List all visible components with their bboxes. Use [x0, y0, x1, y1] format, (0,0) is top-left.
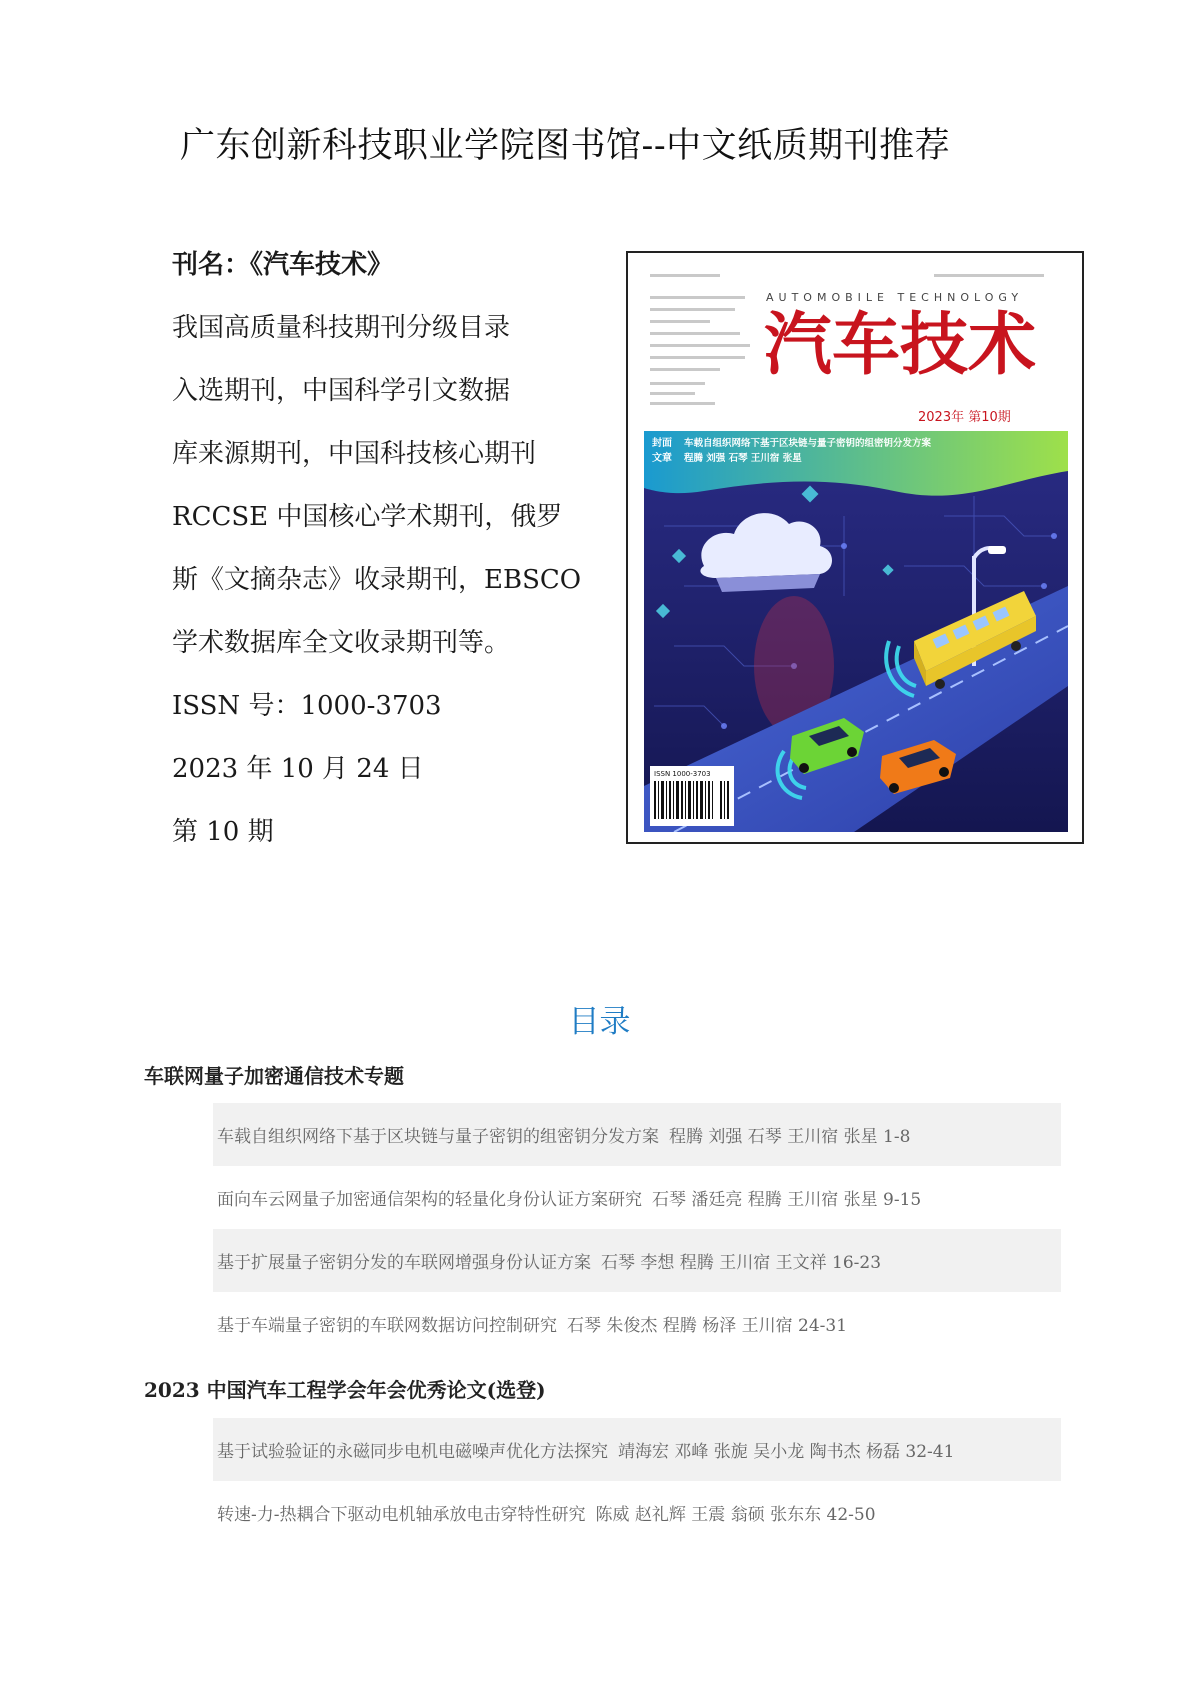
- toc-item-title: 转速-力-热耦合下驱动电机轴承放电击穿特性研究: [217, 1505, 586, 1525]
- toc-item[interactable]: [213, 1481, 1061, 1544]
- toc-section-title: 2023 中国汽车工程学会年会优秀论文(选登): [144, 1378, 546, 1402]
- toc-item-title: 基于车端量子密钥的车联网数据访问控制研究: [217, 1316, 557, 1336]
- issue-number: 第 10 期: [172, 817, 274, 847]
- toc-item[interactable]: [213, 1229, 1061, 1292]
- cover-year-issue: 2023年 第10期: [918, 410, 1011, 425]
- journal-name: 刊名：《汽车技术》: [172, 250, 394, 280]
- toc-item-authors: 靖海宏 邓峰 张旎 吴小龙 陶书杰 杨磊 32-41: [618, 1442, 955, 1462]
- toc-item-authors: 石琴 潘廷亮 程腾 王川宿 张星 9-15: [652, 1190, 922, 1210]
- toc-item-title: 基于试验验证的永磁同步电机电磁噪声优化方法探究: [217, 1442, 608, 1462]
- cover-issn-text: ISSN 1000-3703: [654, 770, 711, 778]
- toc-item-title: 车载自组织网络下基于区块链与量子密钥的组密钥分发方案: [217, 1127, 659, 1147]
- toc-item[interactable]: [213, 1166, 1061, 1229]
- toc-item-authors: 石琴 李想 程腾 王川宿 王文祥 16-23: [601, 1253, 882, 1273]
- description-line: RCCSE 中国核心学术期刊，俄罗: [172, 502, 563, 532]
- cover-banner-label-2: 文章: [652, 453, 672, 464]
- cover-chinese-title: 汽车技术: [764, 306, 1037, 385]
- toc-item[interactable]: [213, 1103, 1061, 1166]
- toc-item-title: 基于扩展量子密钥分发的车联网增强身份认证方案: [217, 1253, 591, 1273]
- description-line: 库来源期刊，中国科技核心期刊: [172, 439, 537, 469]
- cover-banner-label-1: 封面: [652, 438, 672, 449]
- description-line: 斯《文摘杂志》收录期刊，EBSCO: [172, 565, 582, 595]
- cover-english-title: AUTOMOBILE TECHNOLOGY: [766, 291, 1024, 304]
- cover-banner-text-1: 车载自组织网络下基于区块链与量子密钥的组密钥分发方案: [684, 438, 932, 449]
- toc-item[interactable]: [213, 1418, 1061, 1481]
- publish-date: 2023 年 10 月 24 日: [172, 754, 424, 784]
- toc-item-authors: 陈威 赵礼辉 王震 翁硕 张东东 42-50: [595, 1505, 876, 1525]
- toc-item-authors: 程腾 刘强 石琴 王川宿 张星 1-8: [669, 1127, 911, 1147]
- description-line: 入选期刊，中国科学引文数据: [172, 376, 511, 406]
- toc-item-title: 面向车云网量子加密通信架构的轻量化身份认证方案研究: [217, 1190, 642, 1210]
- journal-cover-image: [626, 251, 1084, 844]
- toc-item[interactable]: [213, 1292, 1061, 1355]
- journal-info: [172, 250, 622, 880]
- toc-heading: 目录: [568, 1004, 631, 1040]
- description-line: 我国高质量科技期刊分级目录: [172, 313, 511, 343]
- cover-banner-text-2: 程腾 刘强 石琴 王川宿 张星: [684, 453, 802, 464]
- page-title: 广东创新科技职业学院图书馆--中文纸质期刊推荐: [180, 126, 951, 166]
- toc-item-authors: 石琴 朱俊杰 程腾 杨泽 王川宿 24-31: [567, 1316, 848, 1336]
- toc-section-title: 车联网量子加密通信技术专题: [144, 1064, 404, 1088]
- description-line: 学术数据库全文收录期刊等。: [172, 628, 511, 658]
- issn: ISSN 号：1000-3703: [172, 691, 442, 721]
- barcode: [650, 766, 734, 826]
